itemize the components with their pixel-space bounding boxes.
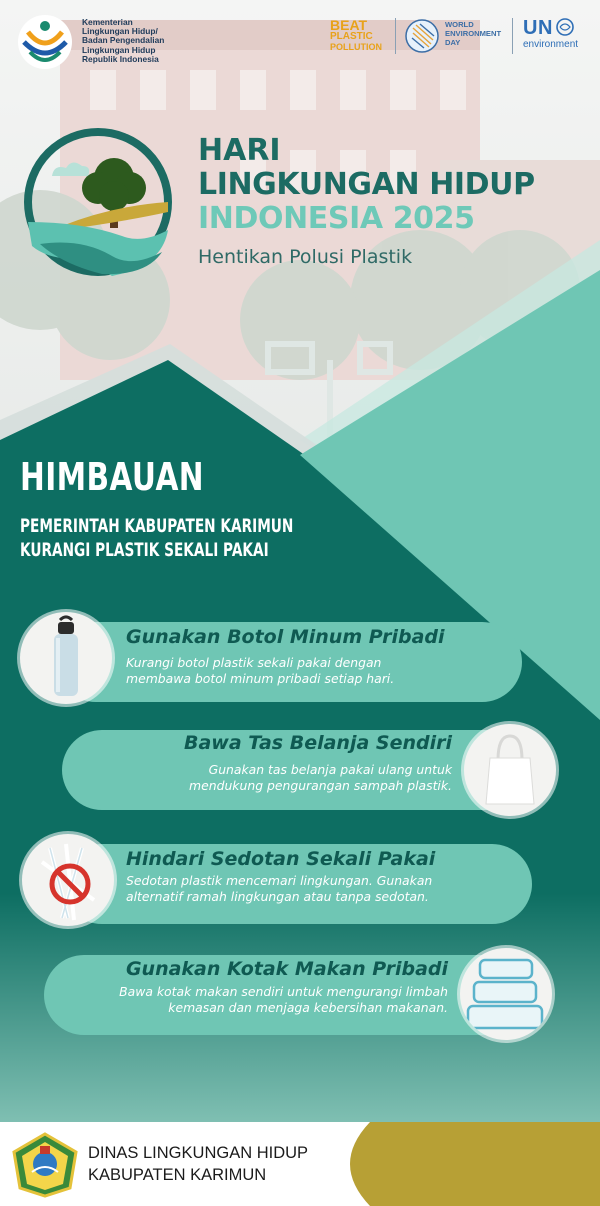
ministry-name bbox=[82, 18, 212, 64]
card-bottle-image bbox=[20, 612, 112, 704]
card-description bbox=[60, 984, 448, 1016]
lunch-box-icon bbox=[460, 948, 552, 1040]
wed-line: WORLD bbox=[445, 20, 474, 29]
un-environment-logo bbox=[523, 17, 578, 51]
world-environment-day-text bbox=[445, 20, 501, 47]
card-desc-line: kemasan dan menjaga kebersihan makanan. bbox=[168, 1000, 448, 1015]
card-desc-line: membawa botol minum pribadi setiap hari. bbox=[126, 671, 395, 686]
card-title: Gunakan Kotak Makan Pribadi bbox=[125, 958, 448, 980]
world-environment-day-icon bbox=[404, 18, 440, 54]
card-desc-line: Sedotan plastik mencemari lingkungan. Gunakan bbox=[126, 873, 433, 888]
title-line-1: HARI bbox=[198, 133, 281, 168]
gold-accent-shape bbox=[330, 1122, 600, 1206]
appeal-heading: HIMBAUAN bbox=[20, 455, 204, 499]
card-lunchbox-image bbox=[460, 948, 552, 1040]
wed-line: DAY bbox=[445, 38, 461, 47]
card-desc-line: Bawa kotak makan sendiri untuk mengurangi limbah bbox=[119, 984, 448, 999]
card-title: Gunakan Botol Minum Pribadi bbox=[126, 626, 445, 648]
card-desc-line: mendukung pengurangan sampah plastik. bbox=[189, 778, 452, 793]
appeal-subheading bbox=[20, 514, 293, 562]
card-desc-line: alternatif ramah lingkungan atau tanpa sedotan. bbox=[126, 889, 429, 904]
regency-crest-icon bbox=[10, 1132, 80, 1198]
un-globe-icon bbox=[556, 18, 574, 36]
card-desc-line: Kurangi botol plastik sekali pakai dengan bbox=[126, 655, 382, 670]
no-straw-icon bbox=[22, 834, 114, 926]
appeal-sub-line: KURANGI PLASTIK SEKALI PAKAI bbox=[20, 539, 269, 561]
appeal-sub-line: PEMERINTAH KABUPATEN KARIMUN bbox=[20, 515, 294, 537]
divider bbox=[512, 18, 513, 54]
agency-line: KABUPATEN KARIMUN bbox=[88, 1166, 267, 1184]
tote-bag-icon bbox=[464, 724, 556, 816]
un-text: UN bbox=[523, 17, 553, 39]
ministry-line: Republik Indonesia bbox=[82, 53, 159, 64]
card-straw-image bbox=[22, 834, 114, 926]
card-title: Hindari Sedotan Sekali Pakai bbox=[126, 848, 436, 870]
agency-line: DINAS LINGKUNGAN HIDUP bbox=[88, 1144, 309, 1162]
tagline: Hentikan Polusi Plastik bbox=[198, 246, 413, 268]
card-title: Bawa Tas Belanja Sendiri bbox=[183, 732, 452, 754]
ministry-logo bbox=[16, 14, 74, 70]
header bbox=[0, 0, 600, 80]
card-bag-image bbox=[464, 724, 556, 816]
water-bottle-icon bbox=[20, 612, 112, 704]
ministry-line: Lingkungan Hidup/ bbox=[82, 26, 158, 37]
beat-line: BEAT bbox=[330, 17, 368, 33]
un-environment-text: environment bbox=[523, 39, 579, 50]
footer bbox=[0, 1122, 600, 1206]
divider bbox=[395, 18, 396, 54]
ministry-line: Lingkungan Hidup bbox=[82, 44, 156, 55]
card-description bbox=[80, 762, 452, 794]
wed-line: ENVIRONMENT bbox=[445, 29, 502, 38]
agency-name bbox=[88, 1142, 308, 1186]
card-description bbox=[126, 655, 394, 687]
beat-line: POLLUTION bbox=[330, 42, 382, 52]
title-line-2: LINGKUNGAN HIDUP bbox=[198, 167, 535, 202]
title-line-3: INDONESIA 2025 bbox=[198, 201, 475, 236]
beat-line: PLASTIC bbox=[330, 31, 373, 42]
ministry-line: Badan Pengendalian bbox=[82, 35, 165, 46]
card-description bbox=[126, 873, 432, 905]
tree-emblem-icon bbox=[22, 126, 174, 278]
beat-plastic-pollution-logo bbox=[330, 18, 388, 52]
ministry-line: Kementerian bbox=[82, 17, 133, 27]
card-desc-line: Gunakan tas belanja pakai ulang untuk bbox=[208, 762, 452, 777]
event-title bbox=[198, 134, 535, 272]
